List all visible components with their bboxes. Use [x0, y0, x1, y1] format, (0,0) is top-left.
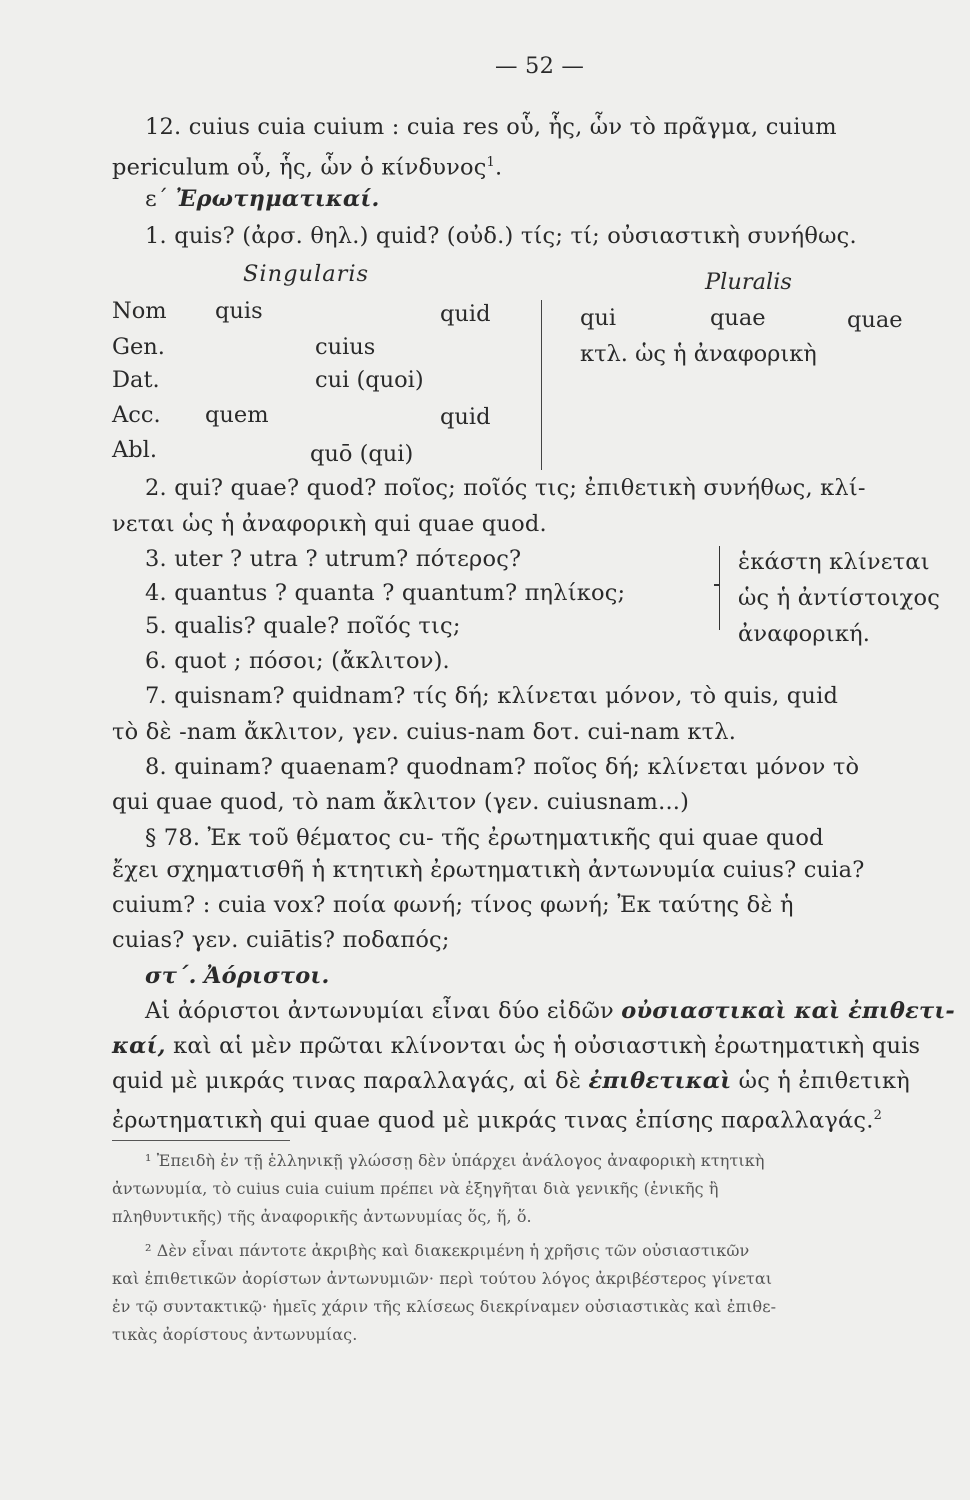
text-line: 12. cuius cuia cuium : cuia res οὗ, ἧς, ὧν τὸ πρᾶγμα, cuium — [145, 114, 837, 140]
text-line: 3. uter ? utra ? utrum? πότερος? — [145, 546, 522, 572]
text-line: τὸ δὲ -nam ἄκλιτον, γεν. cuius-nam δοτ. cui-nam κτλ. — [112, 719, 737, 745]
column-divider — [541, 300, 542, 470]
case-label: Dat. — [112, 367, 160, 393]
text-line: 5. qualis? quale? ποῖός τις; — [145, 613, 461, 639]
text-line: 2. qui? quae? quod? ποῖος; ποῖός τις; ἐπιθετικὴ συνήθως, κλί- — [145, 475, 866, 501]
footnote-line: ¹ Ἐπειδὴ ἐν τῇ ἑλληνικῇ γλώσσῃ δὲν ὑπάρχει ἀνάλογος ἀναφορικὴ κτητικὴ — [145, 1151, 765, 1170]
text-line: 6. quot ; πόσοι; (ἄκλιτον). — [145, 648, 450, 674]
table-cell: quō (qui) — [310, 441, 414, 467]
footnote-ref: 2 — [873, 1108, 883, 1123]
text-line: quid μὲ μικράς τινας παραλλαγάς, αἱ δὲ ἐπιθετικαὶ ὡς ἡ ἐπιθετικὴ — [112, 1068, 910, 1094]
footnote-line: ἀντωνυμία, τὸ cuius cuia cuium πρέπει νὰ ἐξηγῆται διὰ γενικῆς (ἑνικῆς ἢ — [112, 1179, 719, 1198]
table-cell: quid — [440, 404, 491, 430]
footnote-line: πληθυντικῆς) τῆς ἀναφορικῆς ἀντωνυμίας ὅς, ἥ, ὅ. — [112, 1207, 532, 1226]
brace-text: ὡς ἡ ἀντίστοιχος — [738, 585, 941, 611]
text-line: cuium? : cuia vox? ποία φωνή; τίνος φωνή; Ἐκ ταύτης δὲ ἡ — [112, 892, 794, 918]
text-line: periculum οὗ, ἧς, ὧν ὁ κίνδυνος$^1$. — [112, 154, 503, 181]
text-line: cuias? γεν. cuiātis? ποδαπός; — [112, 927, 450, 953]
text-line: 8. quinam? quaenam? quodnam? ποῖος δή; κλίνεται μόνον τὸ — [145, 754, 860, 780]
footnote-rule — [112, 1140, 290, 1141]
text-line: qui quae quod, τὸ nam ἄκλιτον (γεν. cuiusnam...) — [112, 789, 690, 815]
text-line: νεται ὡς ἡ ἀναφορικὴ qui quae quod. — [112, 511, 547, 537]
plural-cell: qui — [580, 305, 617, 331]
text-line: 1. quis? (ἀρσ. θηλ.) quid? (οὐδ.) τίς; τί; οὐσιαστικὴ συνήθως. — [145, 223, 857, 249]
table-cell: quis — [215, 298, 263, 324]
plural-cell: quae — [847, 307, 903, 333]
text-line: 4. quantus ? quanta ? quantum? πηλίκος; — [145, 580, 626, 606]
table-cell: quid — [440, 301, 491, 327]
case-label: Abl. — [112, 437, 157, 463]
text-line: 7. quisnam? quidnam? τίς δή; κλίνεται μόνον, τὸ quis, quid — [145, 683, 839, 709]
plural-cell: quae — [710, 305, 766, 331]
section-heading: ε΄ Ἐρωτηματικαί. — [145, 186, 380, 212]
table-cell: cui (quoi) — [315, 367, 424, 393]
footnote-ref: 1 — [486, 155, 496, 170]
brace-text: ἀναφορική. — [738, 621, 871, 647]
footnote-line: καὶ ἐπιθετικῶν ἀορίστων ἀντωνυμιῶν· περὶ τούτου λόγος ἀκριβέστερος γίνεται — [112, 1269, 773, 1288]
table-cell: cuius — [315, 334, 376, 360]
footnote-line: τικὰς ἀορίστους ἀντωνυμίας. — [112, 1325, 358, 1344]
text-line: καί, καὶ αἱ μὲν πρῶται κλίνονται ὡς ἡ οὐσιαστικὴ ἐρωτηματικὴ quis — [112, 1033, 921, 1059]
case-label: Nom — [112, 298, 167, 324]
section-heading: στ΄. Ἀόριστοι. — [145, 963, 330, 989]
singularis-heading: Singularis — [243, 261, 370, 287]
footnote-line: ἐν τῷ συντακτικῷ· ἡμεῖς χάριν τῆς κλίσεως διεκρίναμεν οὐσιαστικὰς καὶ ἐπιθε- — [112, 1297, 777, 1316]
text-line: Αἱ ἀόριστοι ἀντωνυμίαι εἶναι δύο εἰδῶν οὐσιαστικαὶ καὶ ἐπιθετι- — [145, 998, 955, 1024]
plural-cell: κτλ. ὡς ἡ ἀναφορικὴ — [580, 341, 817, 367]
case-label: Acc. — [112, 402, 161, 428]
brace — [719, 546, 728, 630]
case-label: Gen. — [112, 334, 165, 360]
table-cell: quem — [205, 402, 269, 428]
brace-text: ἑκάστη κλίνεται — [738, 549, 930, 575]
pluralis-heading: Pluralis — [705, 269, 792, 295]
text-line: ἐρωτηματικὴ qui quae quod μὲ μικράς τινας ἐπίσης παραλλαγάς.$^2$ — [112, 1107, 883, 1134]
page-number: — 52 — — [495, 53, 585, 79]
text-line: § 78. Ἐκ τοῦ θέματος cu- τῆς ἐρωτηματικῆς qui quae quod — [145, 825, 824, 851]
footnote-line: ² Δὲν εἶναι πάντοτε ἀκριβὴς καὶ διακεκριμένη ἡ χρῆσις τῶν οὐσιαστικῶν — [145, 1241, 750, 1260]
text-line: ἔχει σχηματισθῆ ἡ κτητικὴ ἐρωτηματικὴ ἀντωνυμία cuius? cuia? — [112, 857, 865, 883]
